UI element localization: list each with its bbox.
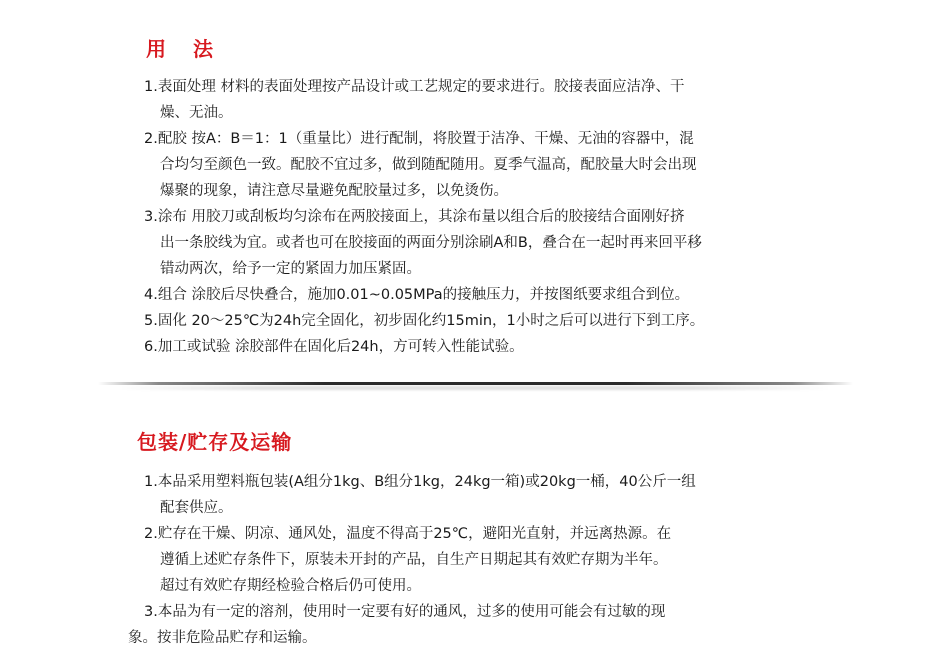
section-divider-shadow xyxy=(120,386,830,390)
usage-line-10: 5.固化 20～25℃为24h完全固化，初步固化约15min，1小时之后可以进行下到工序。 xyxy=(144,313,705,329)
usage-section-title: 用 法 xyxy=(146,37,223,61)
packaging-line-5: 超过有效贮存期经检验合格后仍可使用。 xyxy=(160,578,421,594)
usage-line-6: 3.涂布 用胶刀或刮板均匀涂布在两胶接面上，其涂布量以组合后的胶接结合面刚好挤 xyxy=(144,209,685,225)
packaging-line-3: 2.贮存在干燥、阴凉、通风处，温度不得高于25℃，避阳光直射，并远离热源。在 xyxy=(144,526,672,542)
usage-line-9: 4.组合 涂胶后尽快叠合，施加0.01~0.05MPa的接触压力，并按图纸要求组合到位。 xyxy=(144,287,690,303)
usage-line-7: 出一条胶线为宜。或者也可在胶接面的两面分别涂刷A和B，叠合在一起时再来回平移 xyxy=(160,235,702,251)
packaging-section-title: 包装/贮存及运输 xyxy=(137,430,293,454)
packaging-line-7: 象。按非危险品贮存和运输。 xyxy=(128,630,317,646)
usage-line-1: 1.表面处理 材料的表面处理按产品设计或工艺规定的要求进行。胶接表面应洁净、干 xyxy=(144,79,685,95)
usage-line-11: 6.加工或试验 涂胶部件在固化后24h，方可转入性能试验。 xyxy=(144,339,524,355)
usage-line-4: 合均匀至颜色一致。配胶不宜过多，做到随配随用。夏季气温高，配胶量大时会出现 xyxy=(160,157,697,173)
usage-line-3: 2.配胶 按A：B＝1：1（重量比）进行配制，将胶置于洁净、干燥、无油的容器中，混 xyxy=(144,131,694,147)
packaging-line-4: 遵循上述贮存条件下，原装未开封的产品，自生产日期起其有效贮存期为半年。 xyxy=(160,552,668,568)
usage-line-5: 爆聚的现象，请注意尽量避免配胶量过多，以免烫伤。 xyxy=(160,183,508,199)
section-divider xyxy=(98,382,853,385)
usage-line-2: 燥、无油。 xyxy=(160,105,233,121)
packaging-line-6: 3.本品为有一定的溶剂，使用时一定要有好的通风，过多的使用可能会有过敏的现 xyxy=(144,604,666,620)
packaging-line-2: 配套供应。 xyxy=(160,500,233,516)
packaging-line-1: 1.本品采用塑料瓶包装(A组分1kg、B组分1kg，24kg一箱)或20kg一桶，40公斤一组 xyxy=(144,474,696,490)
usage-line-8: 错动两次，给予一定的紧固力加压紧固。 xyxy=(160,261,421,277)
